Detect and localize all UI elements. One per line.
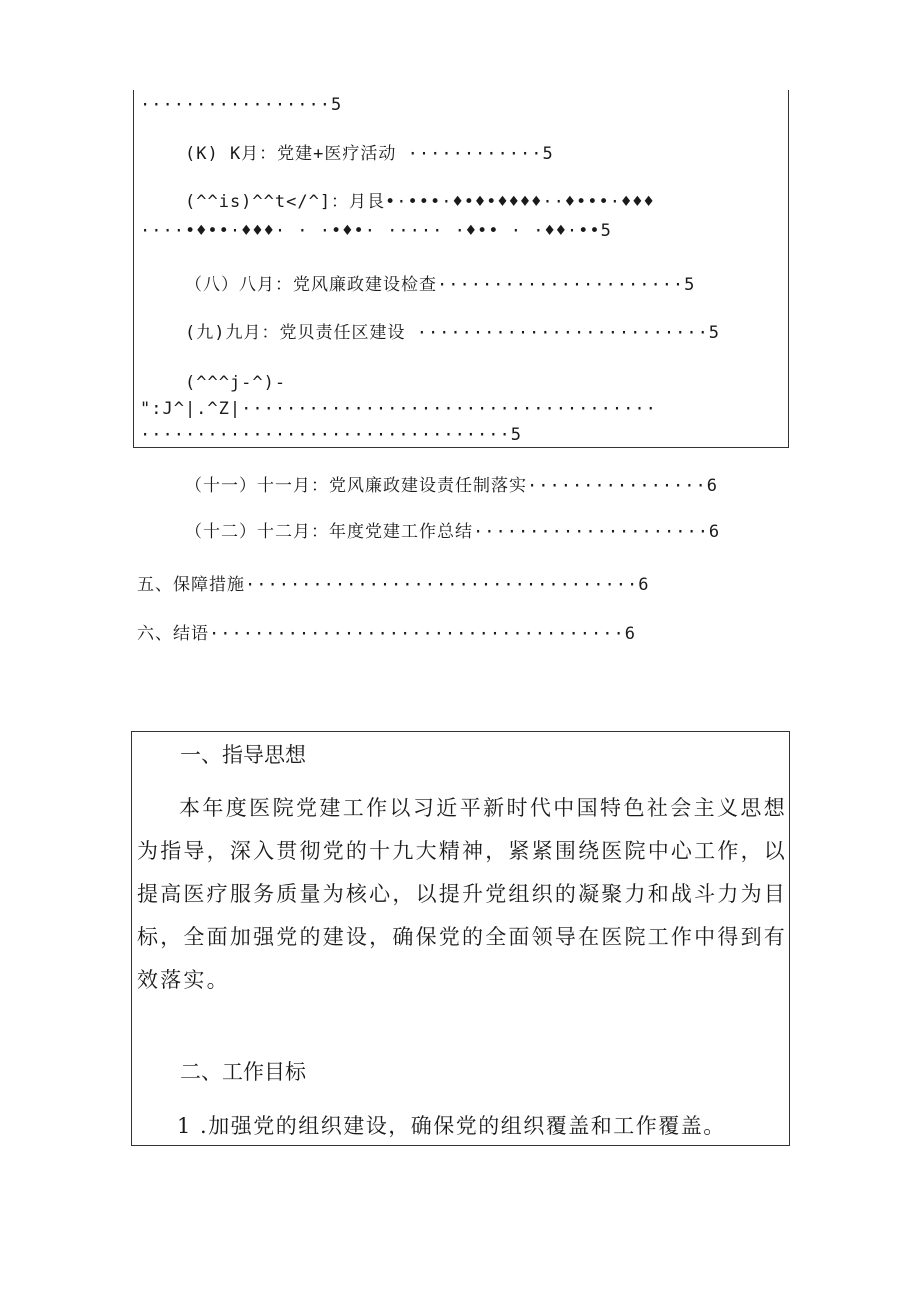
section-heading-guiding-ideology: 一、指导思想: [180, 743, 306, 767]
toc-line: ·················5: [140, 95, 343, 115]
guiding-ideology-paragraph: [137, 787, 787, 1002]
toc-line: ":J^|.^Z|·····································: [140, 399, 657, 419]
paragraph-text: 本年度医院党建工作以习近平新时代中国特色社会主义思想为指导，深入贯彻党的十九大精神，紧紧围绕医院中心工作，以提高医疗服务质量为核心，以提升党组织的凝聚力和战斗力为目标，全面加强党的建设，确保党的全面领导在医院工作中得到有效落实。: [137, 796, 787, 992]
toc-line: (^^^j-^)-: [185, 373, 287, 393]
toc-line: (^^is)^^t</^]：月艮•·•••·♦•♦•♦♦♦♦··♦•••·♦♦♦: [185, 192, 655, 212]
toc-line: (九)九月：党贝责任区建设 ··························5: [185, 323, 721, 343]
toc-line: （十二）十二月：年度党建工作总结·····················6: [185, 522, 721, 542]
section-heading-work-goals: 二、工作目标: [180, 1060, 306, 1084]
toc-line: （八）八月：党风廉政建设检查······················5: [185, 275, 696, 295]
work-goal-item-1: 1 .加强党的组织建设，确保党的组织覆盖和工作覆盖。: [177, 1114, 726, 1138]
toc-line: (K) K月：党建+医疗活动 ············5: [185, 144, 554, 164]
toc-line: 六、结语·····································6: [137, 624, 636, 644]
toc-line: （十一）十一月：党风廉政建设责任制落实················6: [185, 476, 718, 496]
toc-line: ····•♦••·♦♦♦· · ·•♦•· ····· ·♦•• · ·♦♦·••5: [140, 221, 612, 241]
toc-line: ·································5: [140, 425, 522, 445]
toc-line: 五、保障措施···································6: [137, 575, 650, 595]
